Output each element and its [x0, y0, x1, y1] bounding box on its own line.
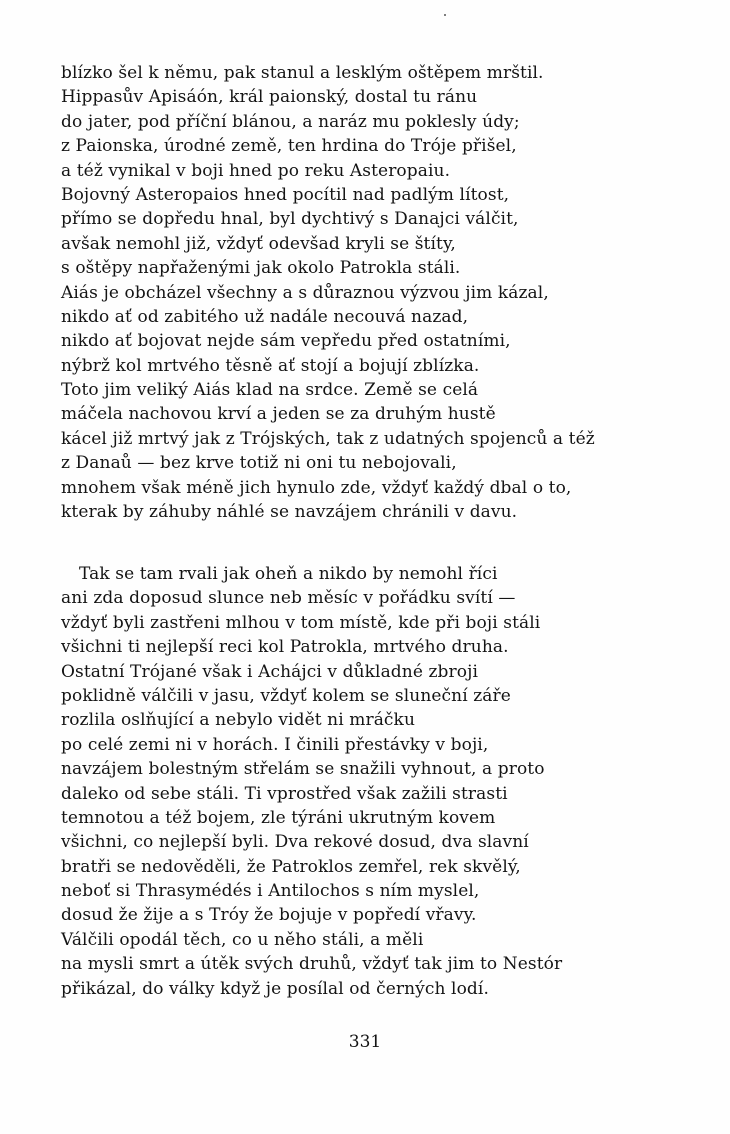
verse-line: Ostatní Trójané však i Achájci v důkladné zbroji: [61, 661, 479, 682]
verse-line: všichni ti nejlepší reci kol Patrokla, mrtvého druha.: [61, 637, 509, 658]
verse-line: Aiás je obcházel všechny a s důraznou výzvou jim kázal,: [61, 282, 549, 303]
verse-line: navzájem bolestným střelám se snažili vyhnout, a proto: [61, 759, 545, 780]
verse-line: do jater, pod příční blánou, a naráz mu poklesly údy;: [61, 111, 520, 132]
verse-line: rozlila oslňující a nebylo vidět ni mráčku: [61, 710, 416, 731]
verse-line: nikdo ať bojovat nejde sám vepředu před ostatními,: [61, 331, 511, 352]
verse-stanza-2: [61, 562, 721, 1001]
verse-stanza-1: [61, 61, 721, 524]
print-speck: [444, 14, 446, 16]
verse-line: mnohem však méně jich hynulo zde, vždyť každý dbal o to,: [61, 477, 572, 498]
verse-line: avšak nemohl již, vždyť odevšad kryli se štíty,: [61, 233, 456, 254]
page-number: 331: [348, 1032, 382, 1052]
verse-line: Tak se tam rvali jak oheň a nikdo by nemohl říci: [79, 564, 498, 584]
verse-line: poklidně válčili v jasu, vždyť kolem se sluneční záře: [61, 685, 511, 706]
verse-line: neboť si Thrasymédés i Antilochos s ním myslel,: [61, 881, 480, 902]
verse-line: máčela nachovou krví a jeden se za druhým hustě: [61, 404, 496, 425]
verse-line: nikdo ať od zabitého už nadále necouvá nazad,: [61, 306, 469, 327]
verse-line: přikázal, do války když je posílal od černých lodí.: [61, 978, 489, 999]
verse-line: blízko šel k němu, pak stanul a lesklým oštěpem mrštil.: [61, 63, 544, 83]
verse-line: přímo se dopředu hnal, byl dychtivý s Danajci válčit,: [61, 209, 519, 230]
verse-line: po celé zemi ni v horách. I činili přestávky v boji,: [61, 734, 489, 755]
verse-line: z Danaů — bez krve totiž ni oni tu nebojovali,: [61, 453, 457, 474]
verse-line: s oštěpy napřaženými jak okolo Patrokla stáli.: [61, 258, 461, 279]
verse-line: Hippasův Apisáón, král paionský, dostal tu ránu: [61, 87, 478, 108]
verse-line: vždyť byli zastřeni mlhou v tom místě, kde při boji stáli: [61, 612, 541, 633]
verse-line: a též vynikal v boji hned po reku Asteropaiu.: [61, 160, 451, 181]
verse-line: všichni, co nejlepší byli. Dva rekové dosud, dva slavní: [61, 832, 529, 853]
verse-line: kácel již mrtvý jak z Trójských, tak z udatných spojenců a též: [61, 428, 595, 449]
verse-line: temnotou a též bojem, zle týráni ukrutným kovem: [61, 807, 496, 828]
verse-line: Válčili opodál těch, co u něho stáli, a měli: [61, 929, 424, 950]
verse-line: nýbrž kol mrtvého těsně ať stojí a bojují zblízka.: [61, 355, 480, 376]
verse-line: kterak by záhuby náhlé se navzájem chránili v davu.: [61, 502, 518, 523]
verse-line: dosud že žije a s Tróy že bojuje v popředí vřavy.: [61, 905, 477, 926]
verse-line: ani zda doposud slunce neb měsíc v pořádku svítí —: [61, 588, 516, 609]
verse-line: daleko od sebe stáli. Ti vprostřed však zažili strasti: [61, 783, 508, 804]
verse-line: na mysli smrt a útěk svých druhů, vždyť tak jim to Nestór: [61, 954, 563, 975]
verse-line: z Paionska, úrodné země, ten hrdina do Tróje přišel,: [61, 136, 517, 157]
verse-line: Toto jim veliký Aiás klad na srdce. Země se celá: [61, 380, 479, 401]
verse-line: bratři se nedověděli, že Patroklos zemřel, rek skvělý,: [61, 856, 521, 877]
verse-line: Bojovný Asteropaios hned pocítil nad padlým lítost,: [61, 184, 510, 205]
